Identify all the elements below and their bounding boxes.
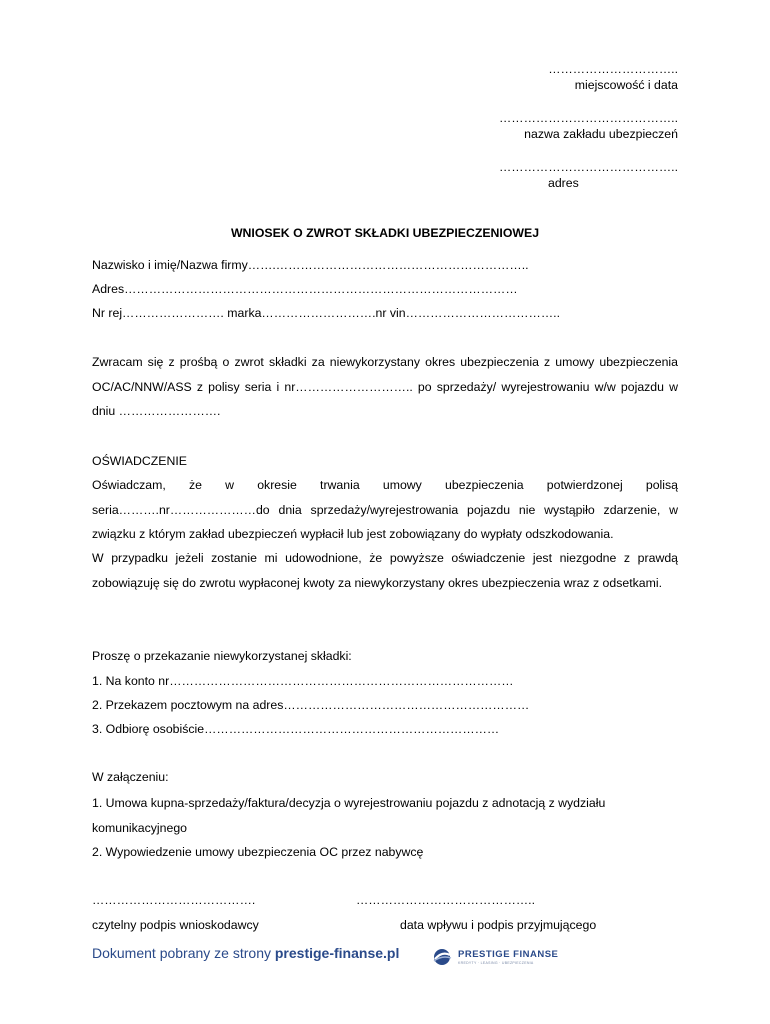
address-field: Adres…………………………………………………………………………………… bbox=[92, 282, 518, 296]
signature-right-dots: …………………………………….. bbox=[356, 893, 535, 907]
declaration-heading: OŚWIADCZENIE bbox=[92, 454, 187, 468]
place-date-dots: ………………………….. bbox=[548, 62, 678, 76]
attachment-item-1: 1. Umowa kupna-sprzedaży/faktura/decyzja o wyrejestrowaniu pojazdu z adnotacją z wydziału komunikacyjnego bbox=[92, 796, 606, 835]
attachments-heading: W załączeniu: bbox=[92, 770, 169, 784]
attachment-item-2: 2. Wypowiedzenie umowy ubezpieczenia OC przez nabywcę bbox=[92, 845, 424, 859]
request-paragraph: Zwracam się z prośbą o zwrot składki za niewykorzystany okres ubezpieczenia z umowy ubezpieczenia OC/AC/NNW/ASS z polisy seria i nr……………………….. po sprzedaży/ wyrejestrowaniu w/w pojazdu w dniu ……………………. bbox=[92, 355, 678, 418]
transfer-heading: Proszę o przekazanie niewykorzystanej składki: bbox=[92, 649, 352, 663]
place-date-label: miejscowość i data bbox=[574, 78, 678, 92]
logo-tagline: KREDYTY · LEASING · UBEZPIECZENIA bbox=[458, 961, 534, 965]
footer-site-link[interactable]: prestige-finanse.pl bbox=[274, 945, 400, 961]
registration-field: Nr rej……………………. marka……………………….nr vin……………………………….. bbox=[92, 306, 560, 320]
signature-left-dots: …………………………………. bbox=[92, 893, 256, 907]
signature-left-label: czytelny podpis wnioskodawcy bbox=[92, 918, 259, 932]
transfer-option-1: 1. Na konto nr………………………………………………………………………… bbox=[92, 674, 514, 688]
declaration-paragraph-1: Oświadczam, że w okresie trwania umowy ubezpieczenia potwierdzonej polisą seria……….nr…………………do dnia sprzedaży/wyrejestrowania pojazdu nie wystąpiło zdarzenie, w związku z którym zakład ubezpieczeń wypłacił lub jest zobowiązany do wypłaty odszkodowania. bbox=[92, 478, 678, 541]
transfer-option-3: 3. Odbiorę osobiście……………………………………………………………… bbox=[92, 722, 500, 736]
signature-right-label: data wpływu i podpis przyjmującego bbox=[400, 918, 597, 932]
footer-prefix: Dokument pobrany ze strony bbox=[92, 945, 275, 961]
logo-name: PRESTIGE FINANSE bbox=[458, 949, 559, 960]
footer-text bbox=[92, 945, 399, 961]
prestige-logo bbox=[432, 947, 559, 967]
transfer-option-2: 2. Przekazem pocztowym na adres…………………………………………………… bbox=[92, 698, 530, 712]
address-label: adres bbox=[548, 176, 579, 190]
insurer-dots: …………………………………….. bbox=[499, 111, 678, 125]
prestige-logo-icon bbox=[432, 947, 452, 967]
declaration-paragraph-2: W przypadku jeżeli zostanie mi udowodnione, że powyższe oświadczenie jest niezgodne z prawdą zobowiązuję się do zwrotu wypłaconej kwoty za niewykorzystany okres ubezpieczenia wraz z odsetkami. bbox=[92, 551, 678, 590]
name-field: Nazwisko i imię/Nazwa firmy…….…………………………………………………….. bbox=[92, 258, 529, 272]
document-title: WNIOSEK O ZWROT SKŁADKI UBEZPIECZENIOWEJ bbox=[230, 226, 540, 240]
address-dots: …………………………………….. bbox=[499, 160, 678, 174]
insurer-label: nazwa zakładu ubezpieczeń bbox=[524, 127, 678, 141]
